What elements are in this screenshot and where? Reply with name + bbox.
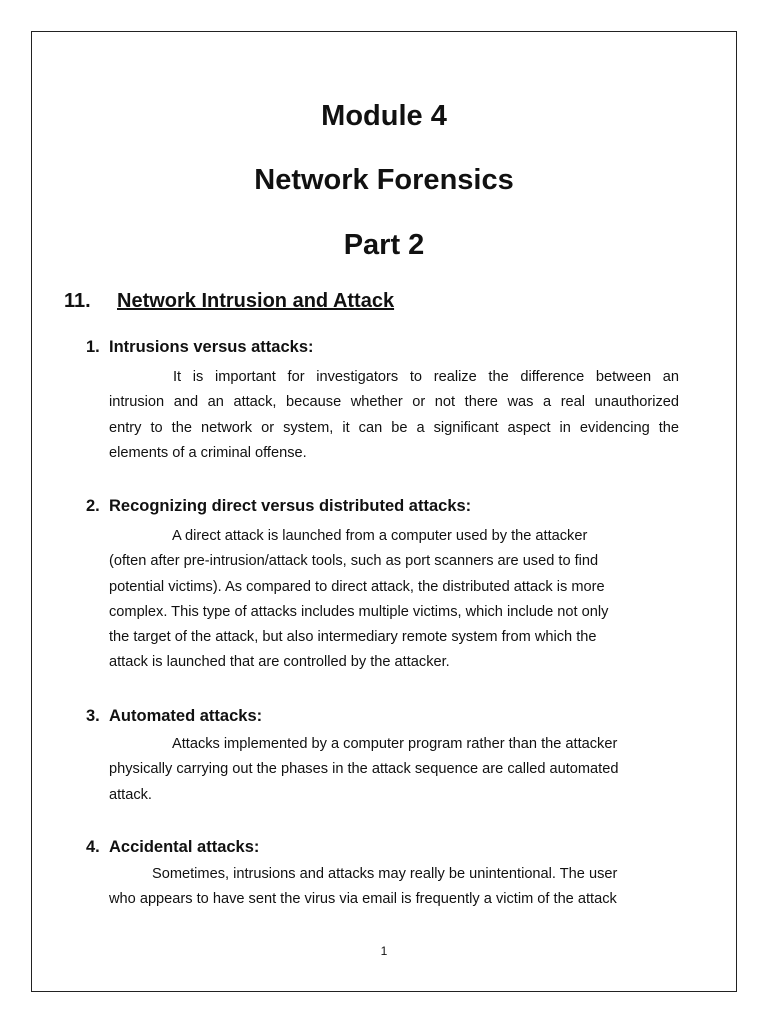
paragraph-line: elements of a criminal offense. xyxy=(109,444,307,461)
module-title: Module 4 xyxy=(321,100,447,132)
paragraph-intrusions xyxy=(109,365,679,466)
paragraph-automated xyxy=(109,732,679,808)
item-heading-text: Recognizing direct versus distributed attacks: xyxy=(109,497,472,515)
paragraph-line: attack. xyxy=(109,786,152,803)
item-number: 1. xyxy=(86,338,100,356)
subject-title: Network Forensics xyxy=(254,164,514,196)
item-heading-direct-distributed xyxy=(86,495,471,517)
item-heading-text: Intrusions versus attacks: xyxy=(109,338,314,356)
page-number: 1 xyxy=(380,944,388,958)
section-title: Network Intrusion and Attack xyxy=(117,290,395,312)
item-number: 2. xyxy=(86,497,100,515)
paragraph-line: It is important for investigators to realize the difference between an xyxy=(173,369,679,385)
item-heading-text: Automated attacks: xyxy=(109,707,263,725)
paragraph-line: Sometimes, intrusions and attacks may really be unintentional. The user xyxy=(152,866,618,882)
part-title: Part 2 xyxy=(343,229,425,261)
paragraph-accidental xyxy=(109,862,679,913)
item-heading-text: Accidental attacks: xyxy=(109,838,260,856)
item-heading-accidental xyxy=(86,836,259,858)
paragraph-line: A direct attack is launched from a computer used by the attacker xyxy=(172,528,588,544)
paragraph-line: who appears to have sent the virus via email is frequently a victim of the attack xyxy=(109,891,617,908)
paragraph-line: intrusion and an attack, because whether or not there was a real unauthorized xyxy=(109,394,679,411)
paragraph-line: entry to the network or system, it can be a significant aspect in evidencing the xyxy=(109,419,679,436)
item-heading-intrusions xyxy=(86,336,314,358)
item-number: 3. xyxy=(86,707,100,725)
paragraph-line: Attacks implemented by a computer program rather than the attacker xyxy=(172,736,618,752)
section-number: 11. xyxy=(64,290,91,312)
paragraph-line: the target of the attack, but also intermediary remote system from which the xyxy=(109,629,597,646)
paragraph-line: potential victims). As compared to direct attack, the distributed attack is more xyxy=(109,578,605,595)
paragraph-line: physically carrying out the phases in the attack sequence are called automated xyxy=(109,761,619,778)
section-heading xyxy=(64,287,394,315)
paragraph-direct-distributed xyxy=(109,524,679,676)
item-heading-automated xyxy=(86,705,262,727)
paragraph-line: complex. This type of attacks includes multiple victims, which include not only xyxy=(109,603,609,620)
item-number: 4. xyxy=(86,838,100,856)
paragraph-line: (often after pre-intrusion/attack tools, such as port scanners are used to find xyxy=(109,553,599,570)
paragraph-line: attack is launched that are controlled by the attacker. xyxy=(109,654,450,671)
